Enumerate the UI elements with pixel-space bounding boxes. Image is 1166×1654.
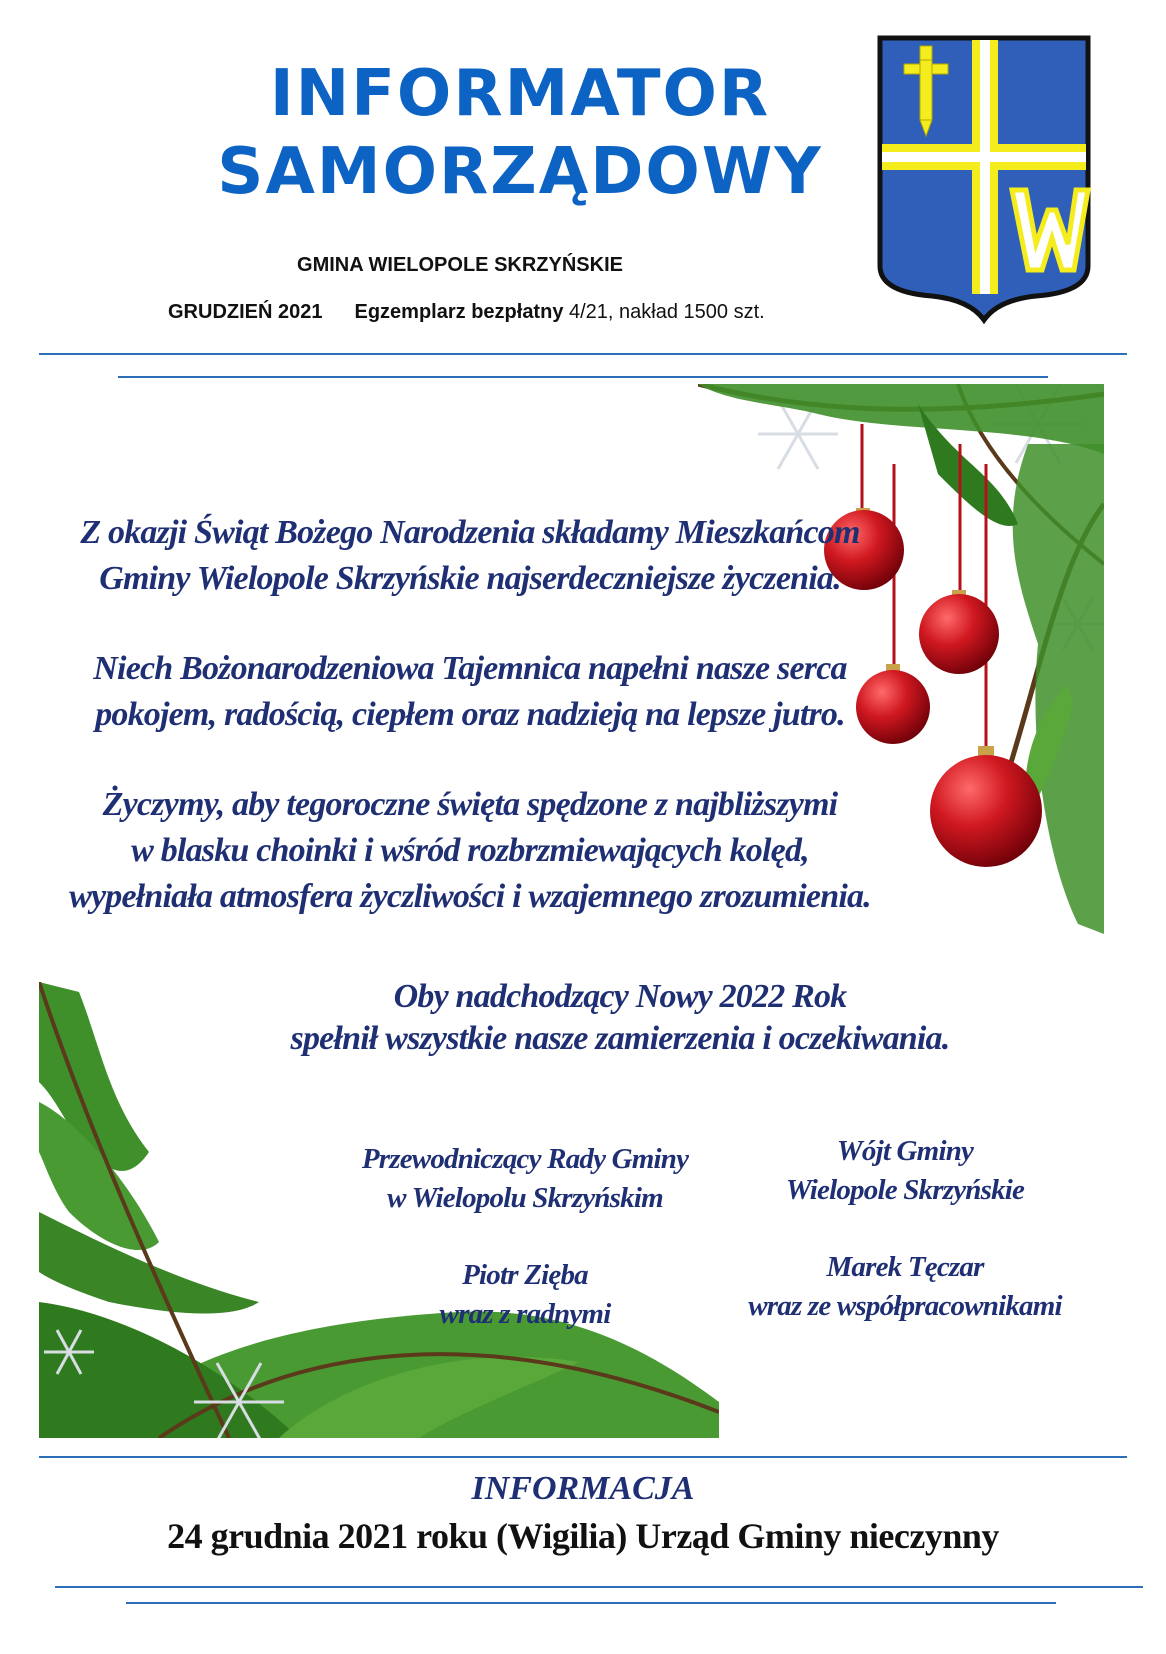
signature-council-chair-name (340, 1256, 710, 1334)
coat-of-arms-icon (876, 34, 1092, 324)
issue-line (168, 301, 765, 324)
signature-line: Wielopole Skrzyńskie (785, 1174, 1025, 1206)
signature-line: Wójt Gminy (836, 1135, 974, 1167)
greeting-line: Gminy Wielopole Skrzyńskie najserdeczniejsze życzenia. (99, 560, 841, 597)
greeting-line: pokojem, radością, ciepłem oraz nadzieją na lepsze jutro. (95, 696, 845, 733)
free-copy-label: Egzemplarz bezpłatny (354, 301, 564, 323)
footer-rule-bottom (126, 1602, 1056, 1604)
greeting-paragraph-2 (40, 646, 900, 738)
greeting-line: Życzymy, aby tegoroczne święta spędzone z najbliższymi (102, 786, 838, 823)
signature-line: Piotr Zięba (462, 1259, 588, 1291)
signature-mayor-name (720, 1248, 1090, 1326)
issue-date: GRUDZIEŃ 2021 (168, 301, 323, 323)
signature-line: w Wielopolu Skrzyńskim (387, 1182, 663, 1214)
info-rule-top (39, 1456, 1127, 1458)
signature-line: Przewodniczący Rady Gminy (361, 1143, 689, 1175)
header-rule-top (39, 353, 1127, 355)
greeting-paragraph-3 (40, 782, 900, 920)
signature-council-chair-role (340, 1140, 710, 1218)
signature-mayor-role (720, 1132, 1090, 1210)
greeting-line: wypełniała atmosfera życzliwości i wzajemnego zrozumienia. (69, 878, 871, 915)
signature-line: wraz ze współpracownikami (748, 1290, 1062, 1322)
info-heading: INFORMACJA (471, 1470, 695, 1507)
greeting-line: Niech Bożonarodzeniowa Tajemnica napełni nasze serca (93, 650, 847, 687)
greeting-line: w blasku choinki i wśród rozbrzmiewających kolęd, (131, 832, 809, 869)
greeting-line: Z okazji Świąt Bożego Narodzenia składamy Mieszkańcom (80, 514, 860, 551)
greeting-paragraph-1 (40, 510, 900, 602)
masthead-title-line2: SAMORZĄDOWY (217, 135, 823, 209)
greeting-line: spełnił wszystkie nasze zamierzenia i oczekiwania. (290, 1020, 950, 1057)
signature-line: Marek Tęczar (826, 1251, 984, 1283)
new-year-wish (230, 976, 1010, 1060)
municipality-name: GMINA WIELOPOLE SKRZYŃSKIE (297, 254, 623, 276)
greeting-line: Oby nadchodzący Nowy 2022 Rok (393, 978, 847, 1015)
christmas-bauble-icon (930, 746, 1042, 867)
footer-rule-top (55, 1586, 1143, 1588)
header-rule-bottom (118, 376, 1048, 378)
signature-line: wraz z radnymi (439, 1298, 611, 1330)
masthead-title-line1: INFORMATOR (269, 57, 771, 131)
info-text: 24 grudnia 2021 roku (Wigilia) Urząd Gminy nieczynny (167, 1516, 999, 1556)
issue-circulation: 4/21, nakład 1500 szt. (569, 301, 765, 323)
